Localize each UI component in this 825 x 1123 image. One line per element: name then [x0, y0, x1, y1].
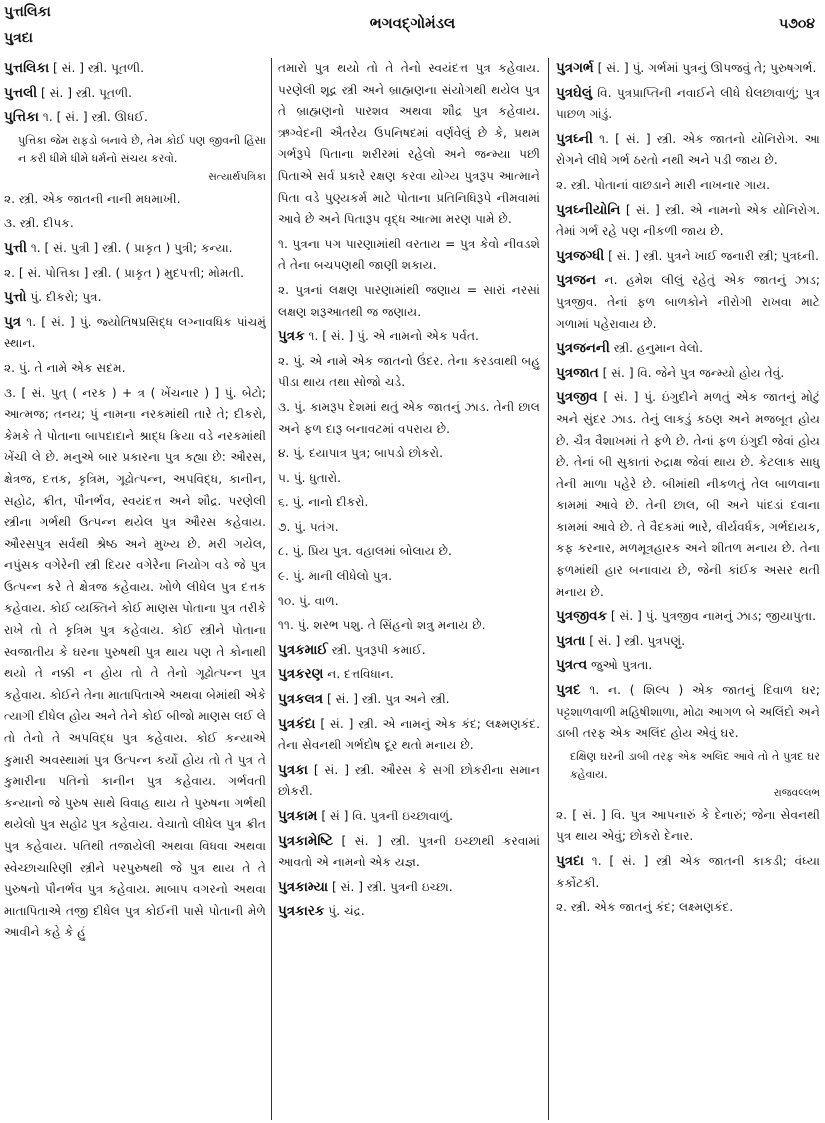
dictionary-entry	[278, 443, 540, 465]
definition: ૯. પું. માની લીધેલો પુત્ર.	[278, 569, 393, 584]
column-divider	[548, 58, 549, 1120]
page-header	[0, 0, 825, 56]
headword: પુત્રજન	[556, 272, 596, 289]
headword: પુત્રઘ્નીયોનિ	[556, 201, 621, 218]
dictionary-entry	[4, 83, 266, 105]
definition: ૧. [ સં. ] પું. જ્યોતિષપ્રસિદ્ધ લગ્નાવધિક પાંચમું સ્થાન.	[4, 314, 266, 351]
definition: ૨. પુત્રનાં લક્ષણ પારણામાંથી જણાય = સારાં નરસાં લક્ષણ શરૂઆતથી જ જણાય.	[278, 282, 540, 319]
definition: [ સં. ] સ્ત્રી. ઔરસ કે સગી છોકરીના સમાન છોકરી.	[278, 762, 540, 799]
definition: ૧૦. પું. વાળ.	[278, 593, 339, 608]
headword: પુત્તી	[4, 239, 27, 256]
definition: [ સં ] વિ. પુત્રની ઇચ્છાવાળું.	[321, 809, 453, 823]
dictionary-entry	[278, 714, 540, 757]
definition: [ સં. ] પું. પુત્રજીવ નામનું ઝાડ; જીયાપુતા.	[610, 609, 816, 624]
dictionary-entry	[278, 326, 540, 348]
dictionary-entry	[278, 877, 540, 899]
dictionary-entry	[278, 58, 540, 231]
dictionary-entry	[4, 263, 266, 285]
headword: પુત્રતા	[556, 632, 586, 649]
dictionary-entry	[556, 129, 820, 172]
definition: [ સં. ] સ્ત્રી. એ નામનું એક કંદ; લક્ષ્મણકંદ. તેના સેવનથી ગર્ભદોષ દૂર થતો મનાય છે.	[278, 716, 540, 753]
dictionary-entry	[556, 851, 820, 894]
definition: [ સં. ] સ્ત્રી. પુત્ર અને સ્ત્રી.	[326, 692, 450, 707]
definition: ૧. [ સં. પુત્રી ] સ્ત્રી. ( પ્રાકૃત ) પુત્રી; કન્યા.	[30, 240, 233, 255]
dictionary-entry	[278, 615, 540, 637]
definition: તમારો પુત્ર થયો તો તે તેનો સ્વયંદત્ત પુત્ર કહેવાય. પરણેલી શૂદ્ર સ્ત્રી અને બ્રાહ્મણના સંયોગથી થયેલ પુત્ર તે બ્રાહ્મણનો પારશવ અથવા શૌદ્ર પુત્ર કહેવાય. ઋગ્વેદની ઐતરેય ઉપનિષદમાં વર્ણવેલું છે કે, પ્રથમ ગર્ભરૂપે પિતાના શરીરમાં રહેલો અને જન્મ્યા પછી પિતાએ સર્વ પ્રકારે રક્ષણ કરવા યોગ્ય પુત્રરૂપ આત્માને પિતા વડે પુણ્યકર્મ માટે પોતાના પ્રતિનિધિરૂપે નીમવામાં આવે છે અને પિતારૂપ વૃદ્ધ આત્મા મરણ પામે છે.	[278, 61, 540, 227]
dictionary-entry	[556, 270, 820, 335]
headword: પુત્રજીવ	[556, 389, 598, 406]
dictionary-entry	[556, 175, 820, 197]
definition: ૪. પું. દયાપાત્ર પુત્ર; બાપડો છોકરો.	[278, 446, 443, 461]
headword: પુત્રકામ	[278, 808, 318, 824]
dictionary-entry	[278, 234, 540, 277]
definition: [ સં. ] સ્ત્રી. પુત્રની ઇચ્છા.	[331, 879, 453, 894]
dictionary-entry	[556, 246, 820, 268]
dictionary-entry	[278, 566, 540, 588]
definition: ૩. [ સં. પુત્ ( નરક ) + ત્ર ( ખેંચનાર ) ] પું. બેટો; આત્મજ; તનય; પું નામના નરકમાંથી તારે તે; દીકરો, કેમકે તે પોતાના બાપદાદાને શ્રાદ્ધ ક્રિયા વડે નરકમાંથી ખેંચી લે છે. મનુએ બાર પ્રકારના પુત્ર કહ્યા છે: ઔરસ, ક્ષેત્રજ, દત્તક, કૃત્રિમ, ગૂઢોત્પન્ન, અપવિદ્ધ, કાનીન, સહોઢ, ક્રીત, પૌનર્ભવ, સ્વયંદત્ત અને શૌદ્ર. પરણેલી સ્ત્રીના ગર્ભથી ઉત્પન્ન થયેલ પુત્ર ઔરસ કહેવાય. ઔરસપુત્ર સર્વથી શ્રેષ્ઠ અને મુખ્ય છે. મરી ગયેલ, નપુંસક વગેરેની સ્ત્રી દિયર વગેરેના નિયોગ વડે જે પુત્ર ઉત્પન્ન કરે તે ક્ષેત્રજ કહેવાય. ખોળે લીધેલ પુત્ર દત્તક કહેવાય. કોઈ વ્યક્તિને કોઈ માણસ પોતાના પુત્ર તરીકે રાખે તો તે કૃત્રિમ પુત્ર કહેવાય. કોઈ સ્ત્રીને પોતાના સ્વજાતીય કે ઘરના પુરુષથી પુત્ર થાય પણ તે કોનાથી થયો તે નક્કી ન હોય તો તે તેનો ગૂઢોત્પન્ન પુત્ર કહેવાય. કોઈને તેના માતાપિતાએ અથવા બેમાંથી એકે ત્યાગી દીધેલ હોય અને તેને કોઈ બીજો માણસ લઈ લે તો તેનો તે અપવિદ્ધ પુત્ર કહેવાય. કોઈ કન્યાએ કુમારી અવસ્થામાં પુત્ર ઉત્પન્ન કર્યો હોય તો તે પુત્ર તે કુમારીના પતિનો કાનીન પુત્ર કહેવાય. ગર્ભવતી કન્યાનો જે પુરુષ સાથે વિવાહ થાય તે પુરુષના ગર્ભથી થયેલો પુત્ર સહોઢ પુત્ર કહેવાય. વેચાતો લીધેલ પુત્ર ક્રીત પુત્ર કહેવાય. પતિથી તજાયેલી અથવા વિધવા અથવા સ્વેચ્છાચારિણી સ્ત્રીને પરપુરુષથી જે પુત્ર થાય તે તે પુરુષનો પૌનર્ભવ પુત્ર કહેવાય. માબાપ વગરનો અથવા માતાપિતાએ તજી દીધેલ પુત્ર કોઈની પાસે પોતાની મેળે આવીને કહે કે હું	[4, 385, 266, 940]
dictionary-entry	[4, 107, 266, 129]
definition: ૧૧. પું. શરભ પશુ. તે સિંહનો શત્રુ મનાય છે.	[278, 618, 486, 633]
definition: જુઓ પુત્રતા.	[591, 658, 653, 673]
definition: ૨. પું. એ નામે એક જાતનો ઉંદર. તેના કરડવાથી બહુ પીડા થાય તથા સોજો ચડે.	[278, 353, 540, 390]
definition: ૧. પુત્રના પગ પારણામાંથી વરતાય = પુત્ર કેવો નીવડશે તે તેના બચપણથી જાણી શકાય.	[278, 236, 540, 273]
dictionary-entry	[278, 517, 540, 539]
definition: [ સં. ] સ્ત્રી. પૂતળી.	[53, 61, 145, 75]
headword: પુત્રત્વ	[556, 657, 588, 674]
definition: ૮. પું. પ્રિય પુત્ર. વહાલમાં બોલાય છે.	[278, 544, 452, 559]
definition: [ સં. ] વિ. જેને પુત્ર જન્મ્યો હોય તેવું.	[602, 365, 785, 380]
dictionary-entry	[556, 680, 820, 745]
definition: ૨. પું. તે નામે એક સદમ.	[4, 360, 126, 375]
dictionary-entry	[278, 541, 540, 563]
definition: ૧. [ સં. ] સ્ત્રી. એક જાતનો યોનિરોગ. આ રોગને લીધે ગર્ભ ઠરતો નથી અને પડી જાય છે.	[556, 131, 820, 168]
headword: પુત્રકમાઈ	[278, 641, 328, 658]
headword: પુત્રકલત્ર	[278, 691, 324, 708]
definition: ૧. [ સં. ] પું. એ નામનો એક પર્વત.	[308, 329, 479, 344]
definition: પું. દીકરો; પુત્ર.	[30, 290, 102, 305]
dictionary-entry	[278, 591, 540, 613]
headword: પુત્રકંદા	[278, 715, 316, 732]
headword: પુત્રજગ્ધી	[556, 247, 605, 264]
definition: ૩. પું. કામરૂપ દેશમાં થતું એક જાતનું ઝાડ. તેની છાલ અને ફળ દારૂ બનાવટમાં વપરાય છે.	[278, 399, 540, 436]
headword: પુત્તો	[4, 289, 27, 306]
definition: [ સં. ] સ્ત્રી. એ નામનો એક યોનિરોગ. તેમાં ગર્ભ રહે પણ નીકળી જાય છે.	[556, 202, 820, 239]
dictionary-entry	[4, 312, 266, 355]
definition: ૧. ન. ( શિલ્પ ) એક જાતનું દિવાળ ઘર; પટ્ટશાળવાળી મહિષીશાળા, મોઢા આગળ બે અલિંદો અને ડાબી તરફ એક અલિંદ હોય એવું ઘર.	[556, 683, 820, 741]
headword: પુત્તલિકા	[4, 60, 50, 76]
definition: ૬. પું. નાનો દીકરો.	[278, 495, 369, 510]
headword: પુત્તલી	[4, 84, 38, 101]
dictionary-entry	[278, 280, 540, 323]
citation-source: સત્યાર્થપત્રિકા	[208, 170, 266, 183]
headword: પુત્રજાત	[556, 364, 599, 381]
definition: [ સં. ] સ્ત્રી. પુત્રની ઇચ્છાથી કરવામાં આવતો એ નામનો એક યજ્ઞ.	[278, 833, 540, 870]
dictionary-entry	[278, 397, 540, 440]
headword: પુત્રકામેષ્ટિ	[278, 832, 333, 849]
definition: વિ. પુત્રપ્રાપ્તિની નવાઈને લીધે ઘેલછાવાળું; પુત્ર પાછળ ગાંડું.	[556, 85, 820, 122]
column-divider	[271, 58, 272, 1120]
definition: ૨. [ સં. ] વિ. પુત્ર આપનારું કે દેનારું; જેના સેવનથી પુત્ર થાય એવું; છોકરો દેનાર.	[556, 807, 820, 844]
guide-word-last: પુત્રદા	[4, 30, 33, 46]
dictionary-entry	[556, 338, 820, 360]
dictionary-entry	[4, 213, 266, 235]
headword: પુત્રકામ્યા	[278, 878, 329, 895]
dictionary-entry	[4, 238, 266, 260]
definition: [ સં. ] સ્ત્રી. પુત્રપણું.	[589, 633, 686, 648]
citation-source: રાજવલ્લભ	[773, 786, 820, 799]
dictionary-entry	[556, 748, 820, 802]
definition: દક્ષિણ ઘરની ડાબી તરફ એક અલિંદ આવે તો તે પુત્રદ ઘર કહેવાય.	[570, 749, 820, 781]
headword: પુત્ર	[4, 313, 22, 330]
definition: ૨. સ્ત્રી. એક જાતનું કંદ; લક્ષ્મણકંદ.	[556, 900, 734, 915]
dictionary-entry	[556, 805, 820, 848]
dictionary-entry	[278, 664, 540, 686]
definition: ૨. સ્ત્રી. એક જાતની નાની મધમાખી.	[4, 191, 181, 206]
headword: પુત્તિકા	[4, 109, 39, 126]
dictionary-entry	[556, 631, 820, 653]
definition: [ સં. ] પું. ઇંગુદીને મળતું એક જાતનું મોટું અને સુંદર ઝાડ. તેનું લાકડું કઠણ અને મજબૂત હોય છે. ચૈત્ર વૈશાખમાં તે ફળે છે. તેનાં ફળ ઇંગુદી જેવાં હોય છે. તેનાં બી સુકાતાં રુદ્રાક્ષ જેવાં થાય છે. કેટલાક સાધુ તેની માળા પહેરે છે. બીમાંથી નીકળતું તેલ બાળવાના કામમાં આવે છે. તેની છાલ, બી અને પાંદડાં દવાના કામમાં આવે છે. તે વૈદકમાં ભારે, વીર્યવર્ધક, ગર્ભદાયક, કફ કરનાર, મળમૂત્રહારક અને શીતળ મનાય છે. તેના ફળમાંથી હાર બનાવાય છે, જેની કાંઈક અસર થતી મનાય છે.	[556, 390, 820, 599]
headword: પુત્રજીવક	[556, 608, 608, 625]
dictionary-entry	[278, 806, 540, 828]
dictionary-entry	[278, 831, 540, 874]
dictionary-entry	[556, 606, 820, 628]
headword: પુત્રકારક	[278, 903, 325, 920]
column-3	[556, 58, 820, 1118]
definition: સ્ત્રી. હનુમાન વેલો.	[613, 341, 703, 356]
dictionary-entry	[4, 132, 266, 186]
dictionary-entry	[556, 655, 820, 677]
definition: પું. ચંદ્ર.	[328, 904, 365, 919]
dictionary-entry	[278, 901, 540, 923]
headword: પુત્રદા	[556, 853, 584, 869]
dictionary-entry	[278, 760, 540, 803]
definition: ૧. [ સં. ] સ્ત્રી. ઊધઈ.	[42, 110, 148, 125]
dictionary-entry	[278, 468, 540, 490]
headword: પુત્રકરણ	[278, 666, 324, 683]
definition: ૨. સ્ત્રી. પોતાનાં વાછડાને મારી નાખનાર ગાય.	[556, 177, 771, 192]
definition: પુત્તિકા જેમ રાફડો બનાવે છે, તેમ કોઈ પણ જીવની હિંસા ન કરી ધીમે ધીમે ધર્મનો સંચય કરવો.	[18, 133, 266, 165]
page-number: ૫૭૦૪	[778, 16, 815, 32]
dictionary-entry	[556, 897, 820, 919]
headword: પુત્રકા	[278, 761, 308, 778]
headword: પુત્રક	[278, 328, 305, 345]
definition: ૧. [ સં. ] સ્ત્રી એક જાતની કાકડી; વંધ્યા કર્કોટકી.	[556, 854, 820, 890]
dictionary-entry	[278, 689, 540, 711]
dictionary-entry	[556, 83, 820, 126]
headword: પુત્રદ	[556, 682, 581, 699]
definition: સ્ત્રી. પુત્રરૂપી કમાઈ.	[331, 642, 426, 657]
dictionary-entry	[278, 492, 540, 514]
dictionary-entry	[278, 351, 540, 394]
dictionary-entry	[4, 58, 266, 80]
dictionary-entry	[4, 189, 266, 211]
dictionary-entry	[4, 358, 266, 380]
book-title: ભગવદ્ગોમંડલ	[369, 14, 456, 32]
headword: પુત્રઘ્ની	[556, 130, 593, 147]
definition: ૭. પું. પતંગ.	[278, 519, 339, 534]
dictionary-entry	[278, 640, 540, 662]
definition: [ સં. ] પું. ગર્ભમાં પુત્રનું ઊપજવું તે; પુરુષગર્ભ.	[597, 61, 817, 75]
definition: ૫. પું. ધુતારો.	[278, 470, 342, 485]
headword: પુત્રગર્ભ	[556, 60, 594, 76]
dictionary-entry	[556, 58, 820, 80]
headword: પુત્રઘેલું	[556, 84, 593, 101]
dictionary-entry	[4, 287, 266, 309]
definition: ન. હમેશ લીલું રહેતું એક જાતનું ઝાડ; પુત્રજીવ. તેનાં ફળ બાળકોને નીરોગી રાખવા માટે ગળામાં પહેરાવાય છે.	[556, 273, 820, 331]
definition: [ સં. ] સ્ત્રી. પુત્રને ખાઈ જનારી સ્ત્રી; પુત્રઘ્ની.	[608, 248, 819, 263]
dictionary-entry	[4, 383, 266, 944]
definition: [ સં. ] સ્ત્રી. પૂતળી.	[41, 85, 133, 100]
dictionary-entry	[556, 200, 820, 243]
dictionary-entry	[556, 387, 820, 603]
definition: ૩. સ્ત્રી. દીપક.	[4, 216, 74, 231]
definition: ન. દત્તવિધાન.	[327, 667, 394, 682]
headword: પુત્રજનની	[556, 340, 610, 357]
column-2	[278, 58, 540, 1118]
definition: ૨. [ સં. પોત્તિકા ] સ્ત્રી. ( પ્રાકૃત ) મુદપત્તી; મોમતી.	[4, 265, 245, 280]
guide-word-first: પુત્તલિકા	[4, 4, 51, 20]
column-1	[4, 58, 266, 1118]
dictionary-entry	[556, 363, 820, 385]
